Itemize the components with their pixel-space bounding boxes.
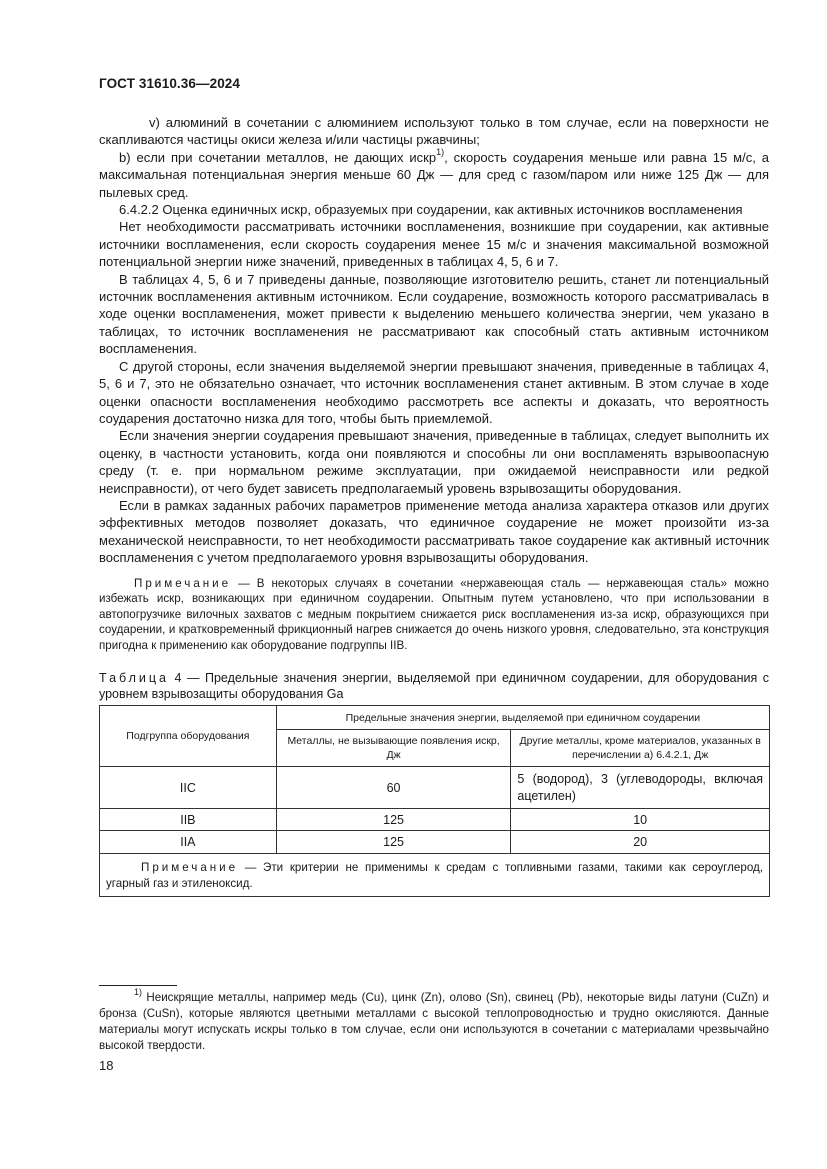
note-text: — В некоторых случаях в сочетании «нержавеющая сталь — нержавеющая сталь» можно избежать искр, возникающих при единичном соударении. Опытным путем установлено, что при использовании в автопогрузчике вилочных захватов с медным покрытием снижается риск воспламенения из-за искр, образующихся при соударении, и кратковременный фрикционный нагрев снижается до очень низкого уровня, следовательно, эта конструкция пригодна к применению как оборудование подгруппы IIB.: [99, 576, 769, 652]
footnote-mark: 1): [134, 987, 143, 998]
energy-limits-table: [99, 705, 770, 897]
footnote: [99, 987, 769, 1054]
table-caption-text: 4 — Предельные значения энергии, выделяемой при единичном соударении, для оборудования с уровнем взрывозащиты оборудования Ga: [99, 671, 769, 701]
cell-other: 5 (водород), 3 (углеводороды, включая ацетилен): [511, 767, 770, 809]
table-note-label: Примечание: [141, 861, 239, 874]
paragraph-item-v: v) алюминий в сочетании с алюминием используют только в том случае, если на поверхности не скапливаются частицы окиси железа и/или частицы ржавчины;: [99, 115, 769, 148]
footnote-text: Неискрящие металлы, например медь (Cu), цинк (Zn), олово (Sn), свинец (Pb), некоторые виды латуни (CuZn) и бронза (CuSn), которые являются цветными металлами с высокой теплопроводностью и трудно окисляются. Данные материалы могут испускать искры только в том случае, если они используются в сочетании с материалами чрезвычайно высокой твердости.: [99, 991, 769, 1052]
paragraph: Если в рамках заданных рабочих параметров применение метода анализа характера отказов или других эффективных методов позволяет доказать, что единичное соударение не может произойти из-за механической неисправности, то нет необходимости рассматривать такое соударение как активный источник воспламенения с учетом предполагаемого уровня взрывозащиты оборудования.: [99, 497, 769, 566]
paragraph: Если значения энергии соударения превышают значения, приведенные в таблицах, следует выполнить их оценку, в частности установить, когда они появляются и способны ли они воспламенять взрывоопасную среду (т. е. при нормальном режиме эксплуатации, при ожидаемой неисправности или редкой неисправности), от чего будет зависеть предполагаемый уровень взрывозащиты оборудования.: [99, 428, 769, 496]
table-row: [100, 809, 770, 831]
table-row: [100, 831, 770, 854]
cell-group: IIA: [100, 831, 277, 854]
cell-group: IIC: [100, 767, 277, 809]
paragraph: Нет необходимости рассматривать источники воспламенения, возникшие при соударении, как активные источники воспламенения, если скорость соударения менее 15 м/с и значения максимальной возможной потенциальной энергии ниже значений, приведенных в таблицах 4, 5, 6 и 7.: [99, 219, 769, 270]
note: [99, 576, 769, 654]
cell-other: 10: [511, 809, 770, 831]
note-label: Примечание: [134, 576, 232, 590]
table-caption: [99, 670, 769, 702]
footnote-divider: [99, 985, 177, 986]
document-header: ГОСТ 31610.36—2024: [99, 76, 241, 91]
table-note-row: [100, 854, 770, 897]
header-cell-energy: Предельные значения энергии, выделяемой при единичном соударении: [276, 706, 769, 730]
cell-nonspark: 125: [276, 809, 511, 831]
footnote-reference: 1): [436, 147, 445, 158]
page-number: 18: [99, 1058, 114, 1073]
cell-other: 20: [511, 831, 770, 854]
table-note: [100, 854, 770, 897]
header-cell-group: Подгруппа оборудования: [100, 706, 277, 767]
paragraph-item-b: [99, 149, 769, 201]
header-cell-other: Другие металлы, кроме материалов, указанных в перечислении a) 6.4.2.1, Дж: [511, 730, 770, 767]
table-caption-label: Таблица: [99, 671, 170, 685]
cell-nonspark: 125: [276, 831, 511, 854]
table-row: [100, 767, 770, 809]
footnote-spacer: [99, 991, 134, 1004]
paragraph: В таблицах 4, 5, 6 и 7 приведены данные, позволяющие изготовителю решить, станет ли потенциальный источник воспламенения активным источником. Если соударение, возможность которого рассматривалась в ходе оценки воспламенения, может привести к выделению меньшего количества энергии, чем указано в таблицах, то источник воспламенения не рассматривают как способный стать активным источником воспламенения.: [99, 271, 769, 357]
paragraph-text: , скорость соударения меньше или равна 15 м/с, а максимальная потенциальная энергия меньше 60 Дж — для сред с газом/паром или ниже 125 Дж — для пылевых сред.: [99, 149, 770, 200]
header-cell-nonspark: Металлы, не вызывающие появления искр, Дж: [276, 730, 511, 767]
cell-group: IIB: [100, 809, 277, 831]
paragraph-text: b) если при сочетании металлов, не дающих искр: [119, 149, 437, 165]
paragraph: С другой стороны, если значения выделяемой энергии превышают значения, приведенные в таблицах 4, 5, 6 и 7, это не обязательно означает, что источник воспламенения станет активным. В этом случае в ходе оценки опасности воспламенения необходимо рассмотреть все аспекты и доказать, что вероятность соударения достаточно низка для того, чтобы быть приемлемой.: [99, 358, 769, 426]
cell-nonspark: 60: [276, 767, 511, 809]
table-note-text: — Эти критерии не применимы к средам с топливными газами, такими как сероуглерод, угарный газ и этиленоксид.: [106, 861, 763, 890]
main-text: [99, 114, 769, 653]
section-heading-6-4-2-2: 6.4.2.2 Оценка единичных искр, образуемых при соударении, как активных источников воспламенения: [119, 202, 743, 218]
